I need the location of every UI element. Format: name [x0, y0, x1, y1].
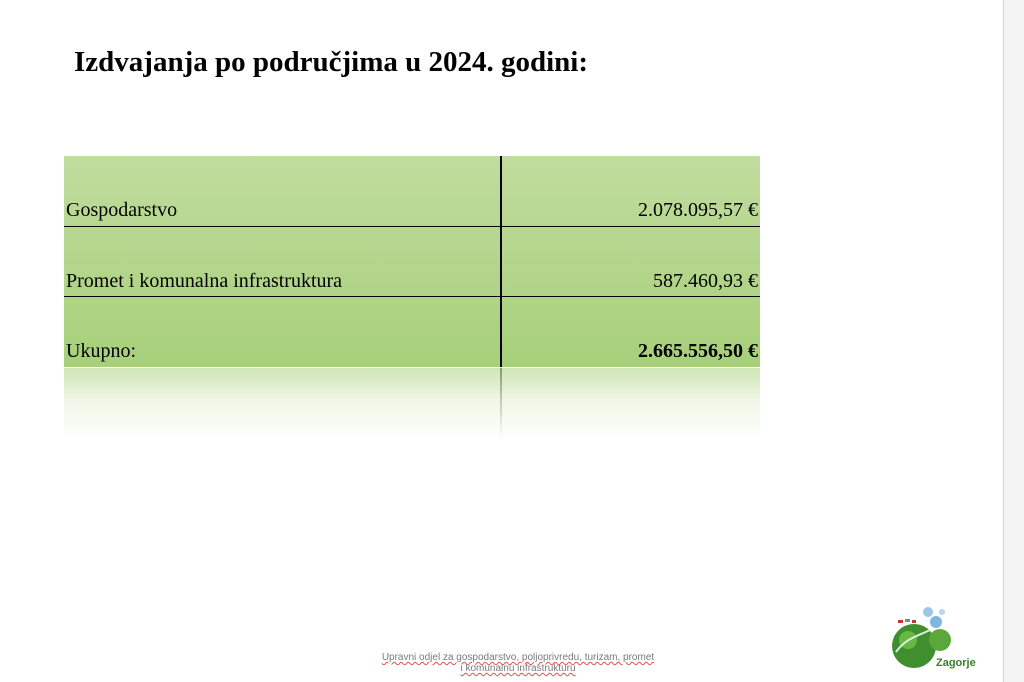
row-value: 2.078.095,57 € [638, 199, 758, 221]
zagorje-logo-icon [884, 600, 984, 678]
footer-line-2: i komunalnu infrastrukturu [460, 663, 576, 674]
total-value: 2.665.556,50 € [638, 340, 758, 362]
table-row [64, 227, 760, 297]
footer-line-1: Upravni odjel za gospodarstvo, poljoprivredu, turizam, promet [381, 652, 655, 663]
footer [340, 652, 696, 674]
reflection-divider [500, 368, 502, 438]
allocation-table [64, 156, 760, 367]
viewer-gutter [1004, 0, 1024, 682]
row-value: 587.460,93 € [653, 270, 758, 292]
logo-text: Zagorje [936, 657, 976, 669]
table-reflection [64, 368, 760, 440]
slide-title: Izdvajanja po područjima u 2024. godini: [74, 46, 589, 78]
table-row [64, 156, 760, 226]
total-label: Ukupno: [66, 340, 136, 362]
row-label: Promet i komunalna infrastruktura [66, 270, 343, 292]
table-row-total [64, 297, 760, 367]
row-label: Gospodarstvo [66, 199, 178, 221]
